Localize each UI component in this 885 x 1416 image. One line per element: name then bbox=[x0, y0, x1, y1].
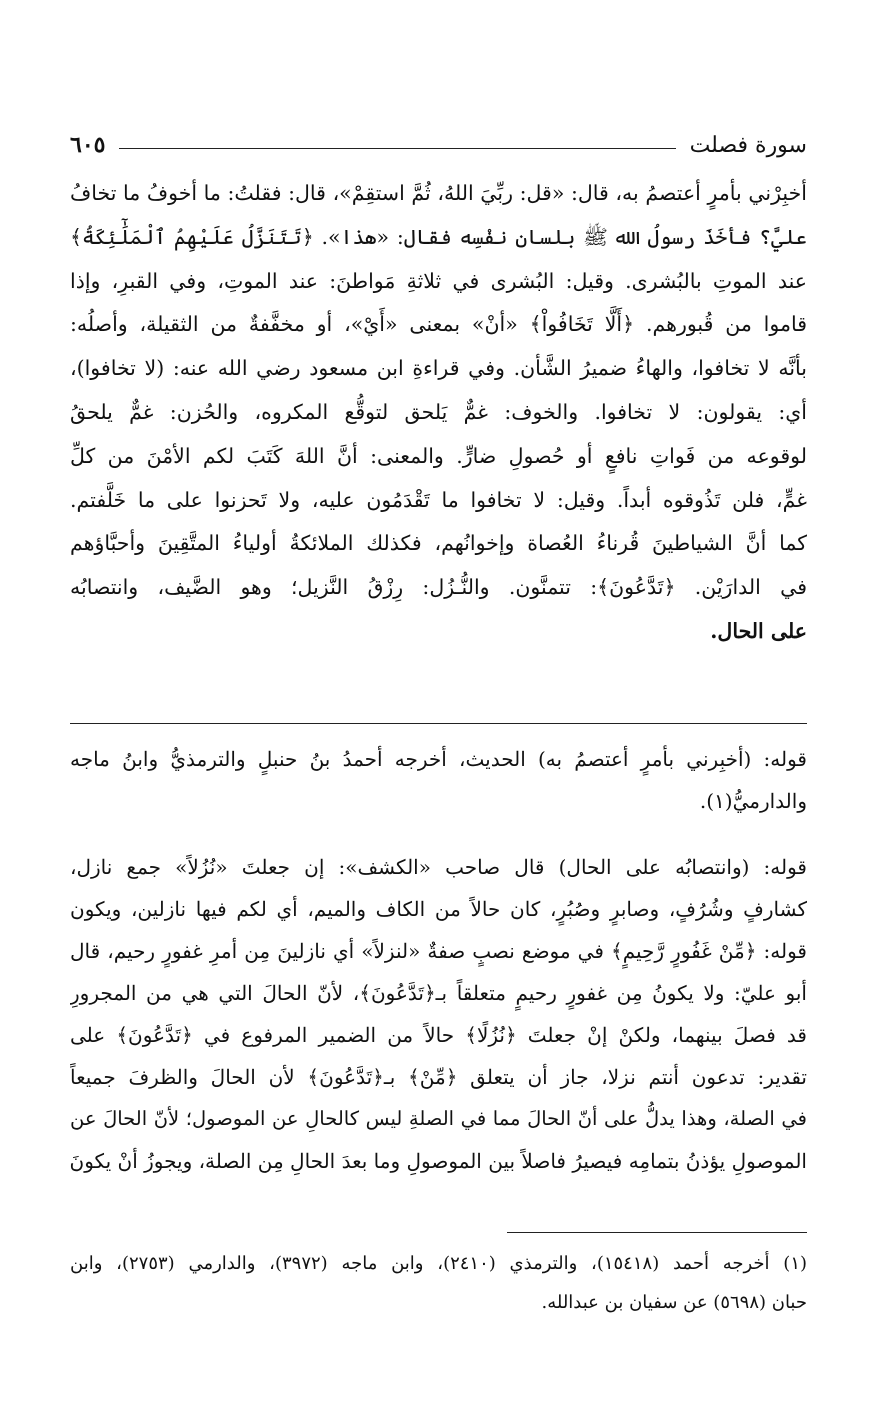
main-commentary bbox=[70, 172, 807, 654]
note-line: كشارفٍ وشُرُفٍ، وصابرٍ وصُبُرٍ، كان حالاً من الكاف والميم، أي لكم فيها نازلين، ويكون bbox=[70, 897, 807, 921]
footnote-rule bbox=[507, 1232, 807, 1233]
note-line: أبو عليّ: ولا يكونُ مِن غفورٍ رحيمٍ متعلقاً بـ﴿تَدَّعُونَ﴾، لأنّ الحالَ التي هي من المجرورِ bbox=[70, 981, 807, 1005]
page-number: ٦٠٥ bbox=[70, 132, 106, 158]
sura-title: سورة فصلت bbox=[689, 132, 807, 158]
main-line: على الحال. bbox=[710, 618, 807, 643]
note-line: قوله: (وانتصابُه على الحال) قال صاحب «الكشف»: إن جعلتَ «نُزُلاً» جمع نازل، bbox=[70, 855, 807, 879]
main-line: لوقوعه من فَواتِ نافعٍ أو حُصولِ ضارٍّ. والمعنى: أنَّ اللهَ كَتَبَ لكم الأمْنَ من كلِّ bbox=[70, 443, 807, 468]
running-header bbox=[70, 128, 807, 162]
main-line: بأنَّه لا تخافوا، والهاءُ ضميرُ الشَّأن. وفي قراءةِ ابن مسعود رضي الله عنه: (لا تخافوا)، bbox=[70, 356, 807, 381]
note-line: تقدير: تدعون أنتم نزلا، جاز أن يتعلق ﴿مِّنْ﴾ بـ﴿تَدَّعُونَ﴾ لأن الحالَ والظرفَ جميعاً bbox=[70, 1065, 807, 1089]
note-line: في الصلة، وهذا يدلُّ على أنّ الحالَ مما في الصلةِ ليس كالحالِ عن الموصول؛ لأنّ الحالَ عن bbox=[70, 1107, 807, 1130]
main-line: قاموا من قُبورهم. ﴿أَلَّا تَخَافُواْ﴾ «أنْ» بمعنى «أَيْ»، أو مخفَّفةٌ من الثقيلة، وأصلُه: bbox=[70, 312, 807, 337]
main-line: في الدارَيْن. ﴿تَدَّعُونَ﴾: تتمنَّون. والنُّـزُل: رِزْقُ النَّزيل؛ وهو الضَّيف، وانتصابُه bbox=[70, 575, 807, 600]
main-line: كما أنَّ الشياطينَ قُرناءُ العُصاة وإخوانُهم، فكذلك الملائكةُ أولياءُ المتَّقِينَ وأحبَّاؤهم bbox=[70, 531, 807, 556]
main-line: عند الموتِ بالبُشرى. وقيل: البُشرى في ثلاثةِ مَواطنَ: عند الموتِ، وفي القبرِ، وإذا bbox=[70, 268, 807, 293]
annotation-paragraph-1 bbox=[70, 738, 807, 822]
note-line: والدارميُّ(١). bbox=[699, 789, 807, 813]
header-rule bbox=[119, 148, 675, 149]
footnote-line: حبان (٥٦٩٨) عن سفيان بن عبدالله. bbox=[541, 1292, 807, 1313]
note-line: قد فصلَ بينهما، ولكنْ إنْ جعلتَ ﴿نُزُلًا﴾ حالاً من الضمير المرفوع في ﴿تَدَّعُونَ﴾ على bbox=[70, 1023, 807, 1047]
annotation-paragraph-2 bbox=[70, 846, 807, 1182]
main-line: أي: يقولون: لا تخافوا. والخوف: غمٌّ يَلحق لتوقُّع المكروه، والحُزن: غمٌّ يلحقُ bbox=[70, 399, 807, 424]
note-line: الموصولِ يؤذنُ بتمامِه فيصيرُ فاصلاً بين الموصولِ وما بعدَ الحالِ مِن الصلة، ويجوزُ أنْ يكونَ bbox=[70, 1149, 807, 1173]
main-line: عليَّ؟ فأخَذَ رسولُ الله ﷺ بلسان نفْسِه فقال: «هذا». ﴿تَتَنَزَّلُ عَلَيْهِمُ ٱلْمَلَٰٓئِكَةُ﴾ bbox=[70, 224, 807, 249]
footnotes bbox=[70, 1244, 807, 1322]
note-line: قوله: ﴿مِّنْ غَفُورٍ رَّحِيمٍ﴾ في موضع نصبٍ صفةٌ «لنزلاً» أي نازلينَ مِن أمرِ غفورٍ رحيم، قال bbox=[70, 939, 807, 963]
footnote-line: (١) أخرجه أحمد (١٥٤١٨)، والترمذي (٢٤١٠)، وابن ماجه (٣٩٧٢)، والدارمي (٢٧٥٣)، وابن bbox=[70, 1253, 807, 1274]
section-divider bbox=[70, 723, 807, 724]
main-line: أخبِرْني بأمرٍ أعتصمُ به، قال: «قل: ربِّيَ اللهُ، ثُمَّ استقِمْ»، قال: فقلتُ: ما أخوفُ ما تخافُ bbox=[70, 181, 807, 205]
note-line: قوله: (أخبِرني بأمرٍ أعتصمُ به) الحديث، أخرجه أحمدُ بنُ حنبلٍ والترمذيُّ وابنُ ماجه bbox=[70, 747, 807, 771]
main-line: غمٍّ، فلن تَذُوقوه أبداً. وقيل: لا تخافوا ما تَقْدَمُون عليه، ولا تَحزنوا على ما خَلَّفتم. bbox=[70, 487, 807, 512]
